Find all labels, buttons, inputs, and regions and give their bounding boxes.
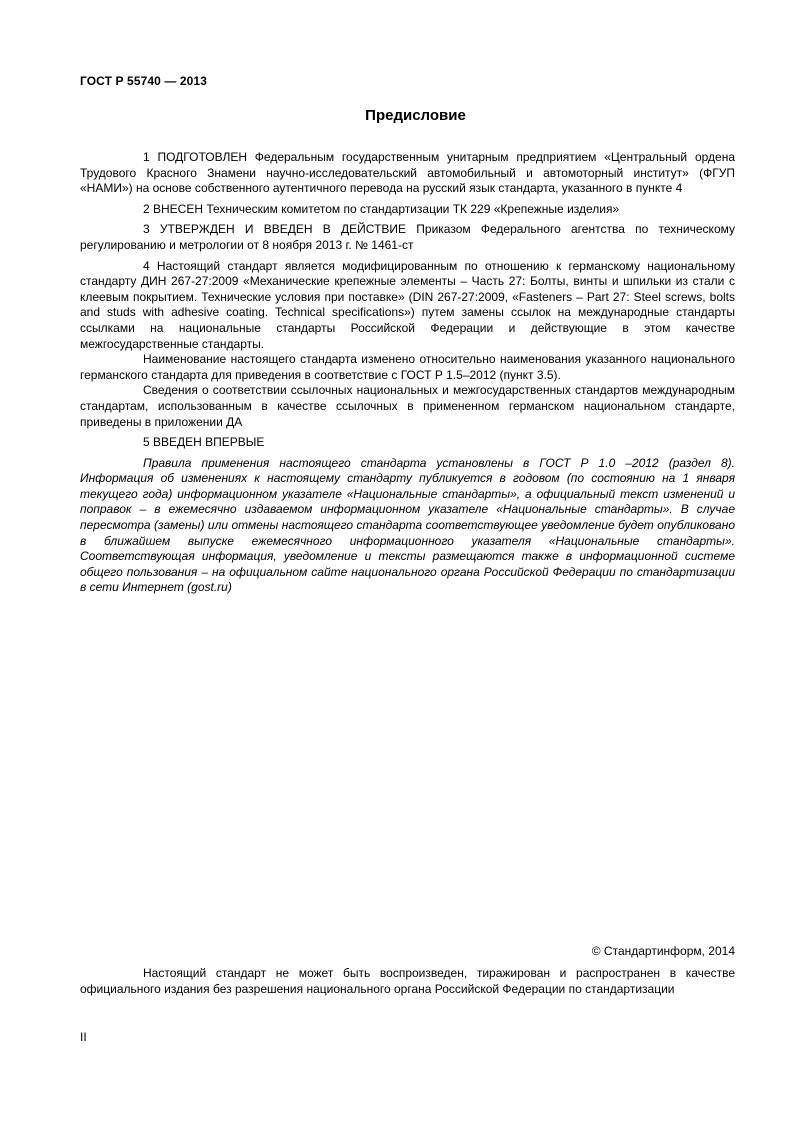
- document-code-header: ГОСТ Р 55740 — 2013: [80, 74, 207, 88]
- page-number: II: [80, 1030, 87, 1044]
- copyright-notice: © Стандартинформ, 2014: [591, 944, 735, 958]
- page-title: [0, 107, 793, 124]
- paragraph-introduced-first: 5 ВВЕДЕН ВПЕРВЫЕ: [143, 435, 265, 450]
- foreword-body: [80, 150, 735, 596]
- paragraph-references: Сведения о соответствии ссылочных национальных и межгосударственных стандартов международным стандартам, использованным в качестве ссылочных в примененном германском национальном стандарте, приведены в приложении ДА: [80, 383, 735, 429]
- reproduction-notice: [80, 966, 735, 997]
- paragraph-approved: 3 УТВЕРЖДЕН И ВВЕДЕН В ДЕЙСТВИЕ Приказом Федерального агентства по техническому регулированию и метрологии от 8 ноября 2013 г. № 1461-ст: [80, 222, 735, 252]
- paragraph-introduced-by: 2 ВНЕСЕН Техническим комитетом по стандартизации ТК 229 «Крепежные изделия»: [143, 201, 620, 216]
- paragraph-prepared-by: 1 ПОДГОТОВЛЕН Федеральным государственным унитарным предприятием «Центральный ордена Трудового Красного Знамени научно-исследовательский автомобильный и автомоторный институт» (ФГУП «НАМИ») на основе собственного аутентичного перевода на русский язык стандарта, указанного в пункте 4: [80, 150, 735, 196]
- title-text: Предисловие: [365, 107, 466, 124]
- paragraph-modification: 4 Настоящий стандарт является модифицированным по отношению к германскому национальному стандарту ДИН 267-27:2009 «Механические крепежные элементы – Часть 27: Болты, винты и шпильки из стали с клеевым покрытием. Технические условия при поставке» (DIN 267-27:2009, «Fasteners – Part 27: Steel screws, bolts and studs with adhesive coating. Technical specifications») путем замены ссылок на международные стандарты ссылками на национальные стандарты Российской Федерации и действующие в этом качестве межгосударственные стандарты.: [80, 258, 735, 351]
- reproduction-text: Настоящий стандарт не может быть воспроизведен, тиражирован и распространен в качестве официального издания без разрешения национального органа Российской Федерации по стандартизации: [80, 966, 735, 996]
- paragraph-title-change: Наименование настоящего стандарта изменено относительно наименования указанного национального германского стандарта для приведения в соответствие с ГОСТ Р 1.5–2012 (пункт 3.5).: [80, 352, 735, 382]
- notice-paragraph: Правила применения настоящего стандарта установлены в ГОСТ Р 1.0 –2012 (раздел 8). Информация об изменениях к настоящему стандарту публикуется в годовом (по состоянию на 1 января текущего года) информационном указателе «Национальные стандарты», а официальный текст изменений и поправок – в ежемесячно издаваемом информационном указателе «Национальные стандарты». В случае пересмотра (замены) или отмены настоящего стандарта соответствующее уведомление будет опубликовано в ближайшем выпуске ежемесячного информационного указателя «Национальные стандарты». Соответствующая информация, уведомление и тексты размещаются также в информационной системе общего пользования – на официальном сайте национального органа Российской Федерации по стандартизации в сети Интернет (gost.ru): [80, 455, 735, 595]
